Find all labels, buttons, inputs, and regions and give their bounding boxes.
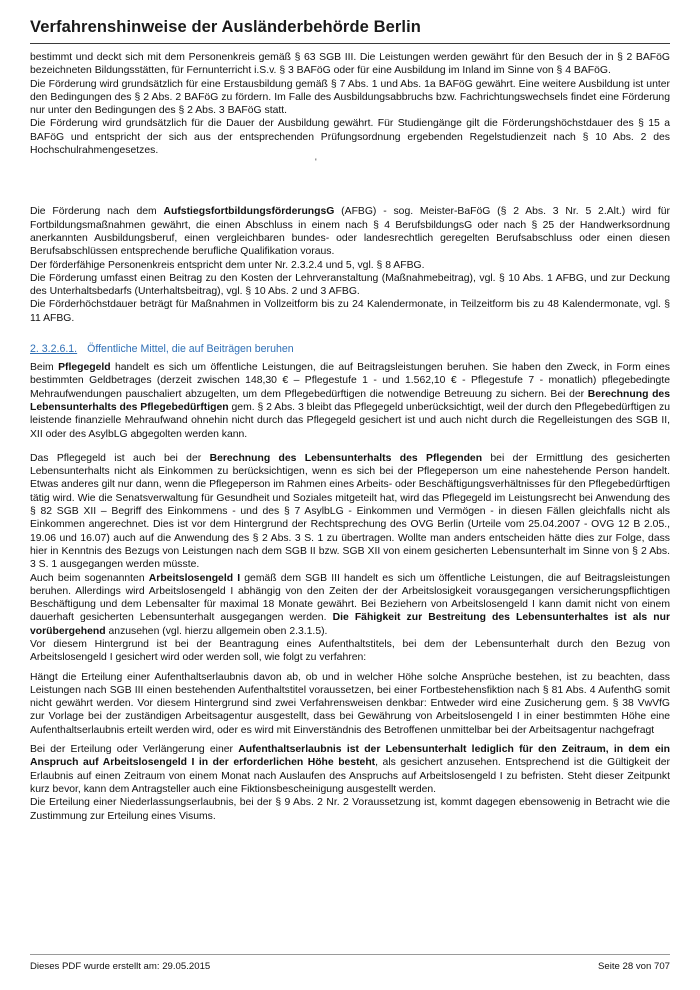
paragraph-intro-3: Die Förderung wird grundsätzlich für die Dauer der Ausbildung gewährt. Für Studiengänge gilt die Förderungshöchstdauer des § 15 a BAFöG und entspricht der sich aus der entsprechenden Prüfungsordnung ergebenden Regelstudienzeit nach § 10 Abs. 2 des Hochschulrahmengesetzes. [30,118,670,157]
paragraph-section-3 [30,572,670,638]
footer-divider [30,954,670,955]
run-text: gem. § 2 Abs. 3 bleibt das Pflegegeld unberücksichtigt, weil der durch den Pflegebedürftigen zu leistende finanzielle Mehraufwand ohnehin nicht durch das Pflegegeld gesichert ist und auch nicht durch die Regelleistungen des SGB II, XII oder des AsylbLG abgegolten werden kann. [30,401,670,440]
run-bold: Berechnung des Lebensunterhalts des Pflegebedürftigen [30,388,670,413]
run-text: Das Pflegegeld ist auch bei der [30,452,210,464]
run-text: gemäß dem SGB III handelt es sich um öffentliche Leistungen, die auf Beitragsleistungen beruhen. Allerdings wird Arbeitslosengeld I abhängig von den Zeiten der der Arbeitslosigkeit vorausgegangen versicherungspflichtigen Beschäftigung und dem Lebensalter für maximal 18 Monate gewährt. Bei Beziehern von Arbeitslosengeld I kann damit nicht von einem dauerhaft gesicherten Lebensunterhalt ausgegangen werden. [30,572,670,624]
run-bold: Die Fähigkeit zur Bestreitung des Lebensunterhaltes ist als nur vorübergehend [30,612,670,637]
run-text: anzusehen (vgl. hierzu allgemein oben 2.3.1.5). [105,625,328,637]
title-divider [30,43,670,44]
vertical-gap-3 [30,441,670,452]
run-bold: Aufenthaltserlaubnis ist der Lebensunterhalt lediglich für den Zeitraum, in dem ein Anspruch auf Arbeitslosengeld I in der erforderlichen Höhe besteht [30,744,670,769]
paragraph-section-7: Die Erteilung einer Niederlassungserlaubnis, bei der § 9 Abs. 2 Nr. 2 Voraussetzung ist, kommt dagegen ebensowenig in Betracht wie die Zustimmung zur Erteilung eines Visums. [30,797,670,822]
paragraph-section-1 [30,361,670,441]
paragraph-afbg-3: Die Förderhöchstdauer beträgt für Maßnahmen in Vollzeitform bis zu 24 Kalendermonate, in Teilzeitform bis zu 48 Kalendermonate, vgl. § 11 AFBG. [30,299,670,324]
stray-mark: ' [30,157,317,168]
run-text: handelt es sich um öffentliche Leistungen, die auf Beitragsleistungen beruhen. Sie haben den Zweck, in Form eines bestimmten Geldbetrages (derzeit zwischen 148,30 € – Pflegestufe 1 - und 1.562,10 € - Pflegestufe 7 - monatlich) pflegebedingte Mehraufwendungen pauschaliert abzugelten, um dem Pflegebedürftigen die notwendige Betreuung zu sichern. Bei der [30,362,671,400]
paragraph-afbg-2: Die Förderung umfasst einen Beitrag zu den Kosten der Lehrveranstaltung (Maßnahmebeitrag), vgl. § 10 Abs. 1 AFBG, und zur Deckung des Unterhaltsbedarfs (Unterhaltsbeitrag), vgl. § 10 Abs. 2 und 3 AFBG. [30,272,670,298]
paragraph-section-6 [30,743,670,796]
paragraph-intro-1: bestimmt und deckt sich mit dem Personenkreis gemäß § 63 SGB III. Die Leistungen werden gewährt für den Besuch der in § 2 BAFöG bezeichneten Bildungsstätten, für Fernunterricht i.S.v. § 3 BAFöG oder für eine Ausbildung im Inland im Sinne von § 4 BAFöG. [30,52,670,77]
section-number: 2. 3.2.6.1. [30,343,78,356]
run-text: , als gesichert anzusehen. Entsprechend ist die Gültigkeit der Erlaubnis auf einen Zeitraum von einem Monat nach Auslaufen des Anspruchs auf Arbeitslosengeld I zu befristen. Steht dieser Zeitpunkt kurz bevor, kann dem Antragsteller auch eine Fiktionsbescheinigung ausgestellt werden. [30,757,670,795]
paragraph-section-4: Vor diesem Hintergrund ist bei der Beantragung eines Aufenthaltstitels, bei dem der Lebensunterhalt durch den Bezug von Arbeitslosengeld I gesichert wird oder werden soll, wie folgt zu verfahren: [30,638,670,664]
run-text: Auch beim sogenannten [30,572,149,584]
run-bold: Berechnung des Lebensunterhalts des Pflegenden [209,452,483,464]
footer-created-date: Dieses PDF wurde erstellt am: 29.05.2015 [30,961,211,972]
paragraph-section-5: Hängt die Erteilung einer Aufenthaltserlaubnis davon ab, ob und in welcher Höhe solche Ansprüche bestehen, ist zu beachten, dass Leistungen nach SGB III einen bestehenden Aufenthaltstitel voraussetzen, bei einer Fortbestehensfiktion nach § 81 Abs. 4 AufenthG somit nicht gewährt werden. Vor diesem Hintergrund sind zwei Verfahrensweisen denkbar: Entweder wird eine Zusicherung gem. § 38 VwVfG zur Vorlage bei der zuständigen Arbeitsagentur ausgestellt, dass bei Gewährung von Arbeitslosengeld I in einer bestimmten Höhe eine Aufenthaltserlaubnis erteilt werden wird, oder es wird mit Einverständnis des Betroffenen unmittelbar bei der Arbeitsagentur nachgefragt [30,671,670,736]
paragraph-afbg-lead [30,205,670,258]
vertical-gap-2 [30,325,670,343]
run-text: Bei der Erteilung oder Verlängerung einer [30,744,239,756]
footer-page-number: Seite 28 von 707 [597,961,670,972]
paragraph-intro-2: Die Förderung wird grundsätzlich für eine Erstausbildung gemäß § 7 Abs. 1 und Abs. 1a BAFöG gewährt. Eine weitere Ausbildung ist unter den Bedingungen des § 2 Abs. 2 BAFöG zu fördern. Im Falle des Ausbildungsabbruchs bzw. Fachrichtungswechsels findet eine Förderung nur unter den Bedingungen des § 2 Abs. 3 BAFöG statt. [30,78,670,117]
run-text: Beim [30,362,59,374]
afbg-lead-text-1: Die Förderung nach dem [30,206,164,218]
vertical-gap-1 [30,167,670,205]
run-bold: Pflegegeld [58,362,111,374]
page-title: Verfahrenshinweise der Ausländerbehörde Berlin [30,18,421,36]
afbg-lead-bold: AufstiegsfortbildungsförderungsG [163,206,335,218]
run-bold: Arbeitslosengeld I [148,572,241,584]
run-text: bei der Ermittlung des gesicherten Lebensunterhalts nicht als Einkommen zu berücksichtigen, wenn es sich bei der Pflegeperson um eine nahestehende Person handelt. Etwas anderes gilt nur dann, wenn die Pflegeperson im Rahmen eines Arbeits- oder Beschäftigungsverhältnisses für den Pflegebedürftigen tätig wird. Wie die Senatsverwaltung für Gesundheit und Soziales mitgeteilt hat, wird das Pflegegeld im Leistungsrecht bei Anwendung des § 82 SGB XII – Begriff des Einkommens - und des § 7 AsylbLG - Einkommen und Vermögen - in diesen Fällen gleichfalls nicht als Einkommen angerechnet. Dies ist vor dem Hintergrund der Rechtsprechung des OVG Berlin (Urteile vom 25.04.2007 - OVG 12 B 2.05., 19.06 und 16.07) auch auf die Anwendung des § 2 Abs. 3 S. 1 zu übertragen. Wollte man anders entscheiden hätte dies zur Folge, dass hier in Kenntnis des Bezugs von Leistungen nach dem SGB II bzw. SGB XII von einem gesicherten Lebensunterhalt im Sinne von § 2 Abs. 3 S. 1 ausgegangen werden müsste. [30,452,670,571]
page-footer [30,954,670,972]
paragraph-section-2 [30,452,670,572]
afbg-lead-text-2: (AFBG) - sog. Meister-BaFöG (§ 2 Abs. 3 Nr. 5 2.Alt.) wird für Fortbildungsmaßnahmen gewährt, die einen Abschluss in einem nach § 4 BerufsbildungsG oder nach § 25 der Handwerksordnung anerkannten Ausbildungsberuf, einen vergleichbaren bundes- oder landesrechtlich geregelten Berufsabschluss oder einen diesen Berufsabschlüssen entsprechende berufliche Qualifikation voraus. [30,206,670,258]
paragraph-afbg-1: Der förderfähige Personenkreis entspricht dem unter Nr. 2.3.2.4 und 5, vgl. § 8 AFBG. [30,259,425,271]
section-title: Öffentliche Mittel, die auf Beiträgen beruhen [87,343,294,356]
section-heading[interactable] [30,343,670,355]
